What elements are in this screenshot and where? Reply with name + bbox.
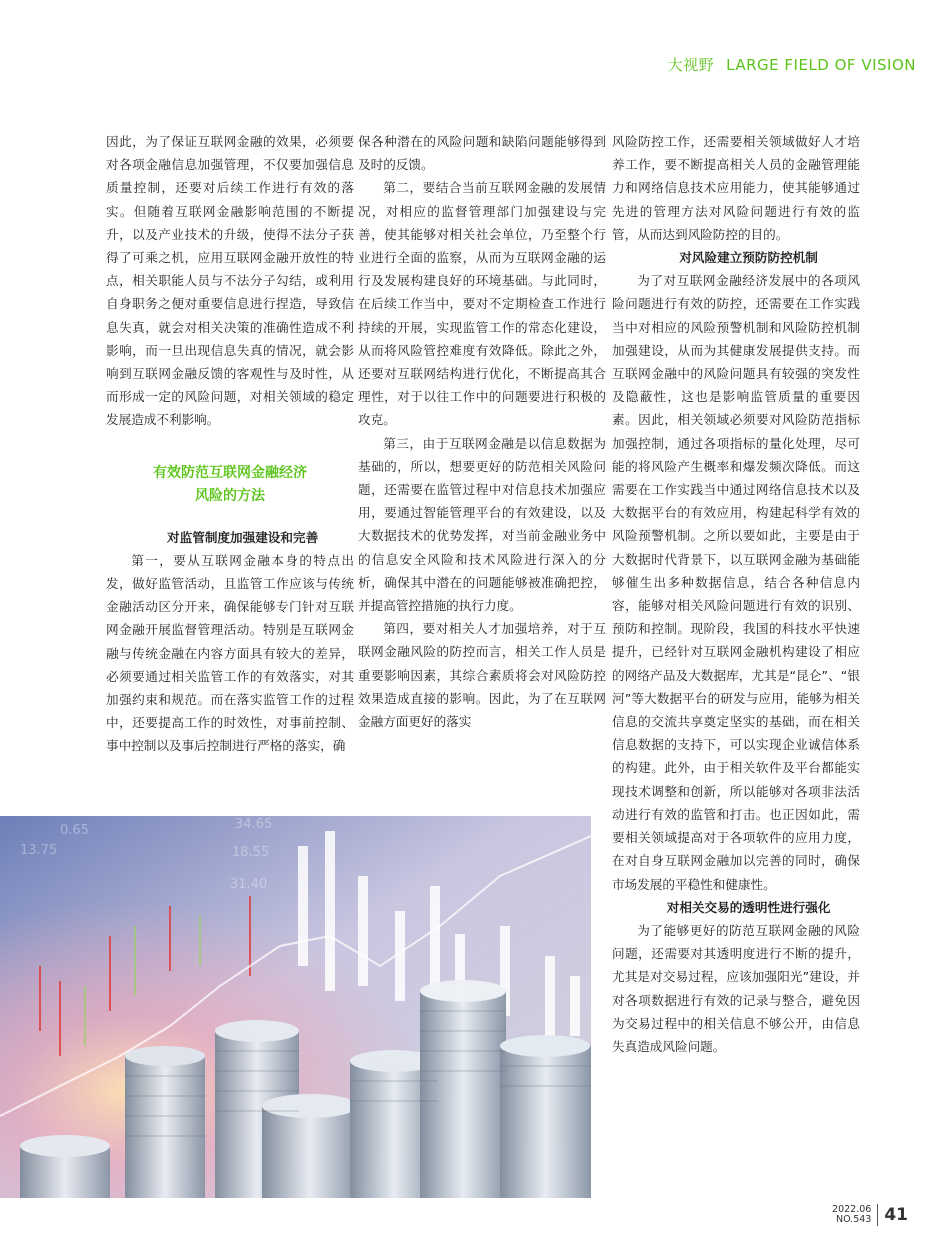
photo-number: 31.40 bbox=[230, 877, 268, 892]
paragraph: 因此，为了保证互联网金融的效果，必须要对各项金融信息加强管理，不仅要加强信息质量控制，还要对后续工作进行有效的落实。但随着互联网金融影响范围的不断提升，以及产业技术的升级，使得不法分子获得了可乘之机，应用互联网金融开放性的特点，相关职能人员与不法分子勾结，或利用自身职务之便对重要信息进行捏造，导致信息失真，就会对相关决策的准确性造成不利影响，而一旦出现信息失真的情况，就会影响到互联网金融反馈的客观性与及时性，从而形成一定的风险问题，对相关领域的稳定发展造成不利影响。 bbox=[106, 134, 354, 428]
paragraph: 风险防控工作，还需要相关领域做好人才培养工作，要不断提高相关人员的金融管理能力和网络信息技术应用能力，使其能够通过先进的管理方法对风险问题进行有效的监管，从而达到风险防控的目的。 bbox=[612, 134, 860, 242]
issue-number: NO.543 bbox=[835, 1214, 872, 1225]
photo-number: 0.65 bbox=[60, 823, 89, 838]
paragraph: 为了对互联网金融经济发展中的各项风险问题进行有效的防控，还需要在工作实践当中对相应的风险预警机制和风险防控机制加强建设，从而为其健康发展提供支持。而互联网金融中的风险问题具有较强的突发性及隐蔽性，这也是影响监管质量的重要因素。因此，相关领域必须要对风险防范指标加强控制，通过各项指标的量化处理，尽可能的将风险产生概率和爆发频次降低。而这需要在工作实践当中通过网络信息技术以及大数据平台的有效应用，构建起科学有效的风险预警机制。之所以要如此，主要是由于大数据时代背景下，以互联网金融为基础能够催生出多种数据信息，结合各种信息内容，能够对相关风险问题进行有效的识别、预防和控制。现阶段，我国的科技水平快速提升，已经针对互联网金融机构建设了相应的网络产品及大数据库，尤其是“昆仑”、“银河”等大数据平台的研发与应用，能够为相关信息的交流共享奠定坚实的基础，而在相关信息数据的支持下，可以实现企业诚信体系的构建。此外，由于相关软件及平台都能实现技术调整和创新，所以能够对各项非法活动进行有效的监管和打击。也正因如此，需要相关领域提高对于各项软件的应用力度，在对自身互联网金融加以完善的同时，确保市场发展的平稳性和健康性。 bbox=[612, 273, 860, 892]
section-title-line2: 风险的方法 bbox=[195, 487, 265, 504]
paragraph: 第四，要对相关人才加强培养，对于互联网金融风险的防控而言，相关工作人员是重要影响因素，其综合素质将会对风险防控效果造成直接的影响。因此，为了在互联网金融方面更好的落实 bbox=[358, 621, 606, 730]
page-footer bbox=[832, 1204, 908, 1226]
footer-divider bbox=[877, 1204, 878, 1226]
page-number: 41 bbox=[884, 1205, 908, 1225]
subheading: 对监管制度加强建设和完善 bbox=[167, 529, 319, 545]
paragraph: 第二，要结合当前互联网金融的发展情况，对相应的监督管理部门加强建设与完善，使其能够对相关社会单位，乃至整个行业进行全面的监察，从而为互联网金融的运行及发展构建良好的环境基础。与此同时，在后续工作当中，要对不定期检查工作进行持续的开展，实现监管工作的常态化建设，从而将风险管控难度有效降低。除此之外，还要对互联网结构进行优化，不断提高其合理性，对于以往工作中的问题要进行积极的攻克。 bbox=[358, 180, 606, 428]
column-3 bbox=[612, 130, 860, 1058]
section-title bbox=[106, 462, 354, 508]
section-title-line1: 有效防范互联网金融经济 bbox=[153, 464, 307, 481]
photo-number: 18.55 bbox=[232, 845, 270, 860]
page-header bbox=[668, 54, 916, 75]
photo-number: 13.75 bbox=[20, 843, 58, 858]
column-2 bbox=[358, 130, 606, 733]
paragraph: 为了能够更好的防范互联网金融的风险问题，还需要对其透明度进行不断的提升，尤其是对交易过程，应该加强阳光”建设，并对各项数据进行有效的记录与整合，避免因为交易过程中的相关信息不够公开，由信息失真造成风险问题。 bbox=[612, 922, 860, 1054]
photo-number: 34.65 bbox=[235, 817, 273, 832]
header-en: LARGE FIELD OF VISION bbox=[726, 56, 916, 74]
subheading: 对相关交易的透明性进行强化 bbox=[666, 899, 831, 915]
paragraph: 第三，由于互联网金融是以信息数据为基础的，所以，想要更好的防范相关风险问题，还需要在监管过程中对信息技术加强应用，要通过智能管理平台的有效建设，以及大数据技术的优势发挥，对当前金融业务中的信息安全风险和技术风险进行深入的分析，确保其中潜在的问题能够被准确把控，并提高管控措施的执行力度。 bbox=[358, 435, 606, 614]
issue-date: 2022.06 bbox=[832, 1204, 872, 1215]
header-cn: 大视野 bbox=[667, 56, 715, 74]
column-1 bbox=[106, 130, 354, 758]
issue-info bbox=[832, 1205, 877, 1225]
paragraph: 第一，要从互联网金融本身的特点出发，做好监管活动，且监管工作应该与传统金融活动区分开来，确保能够专门针对互联网金融开展监督管理活动。特别是互联网金融与传统金融在内容方面具有较大的差异，必须要通过相关监管工作的有效落实，对其加强约束和规范。而在落实监管工作的过程中，还要提高工作的时效性，对事前控制、事中控制以及事后控制进行严格的落实，确 bbox=[106, 552, 354, 754]
paragraph: 保各种潜在的风险问题和缺陷问题能够得到及时的反馈。 bbox=[358, 134, 606, 173]
finance-photo bbox=[0, 816, 591, 1198]
subheading: 对风险建立预防防控机制 bbox=[679, 250, 818, 266]
